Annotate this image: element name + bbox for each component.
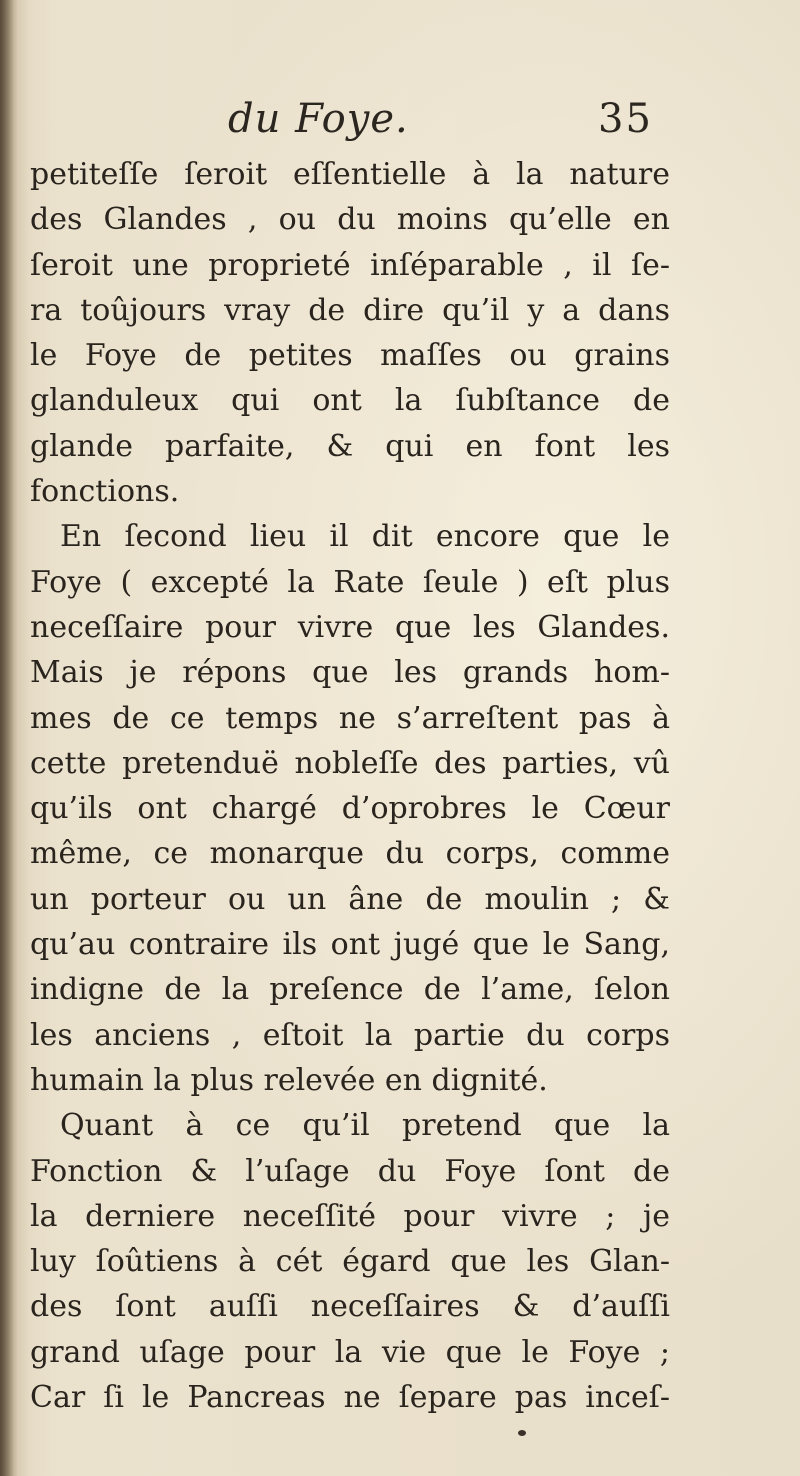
text-line: ra toûjours vray de dire qu’il y a dans [30, 292, 670, 328]
body-text [30, 152, 670, 1420]
ink-spot [518, 1430, 526, 1436]
text-line: des ſont auſſi neceſſaires & d’auſſi [30, 1289, 670, 1325]
running-title: du Foye. [228, 96, 409, 142]
text-line: qu’ils ont chargé d’oprobres le Cœur [30, 791, 670, 827]
text-line: humain la plus relevée en dignité. [30, 1062, 548, 1098]
text-line: fonctions. [30, 474, 180, 510]
text-line: ſeroit une proprieté inſéparable , il ſe- [30, 247, 670, 283]
text-line: glande parfaite, & qui en font les [30, 428, 670, 464]
text-line: des Glandes , ou du moins qu’elle en [30, 202, 670, 238]
text-line: petiteſſe ſeroit eſſentielle à la nature [30, 157, 670, 192]
text-line: grand uſage pour la vie que le Foye ; [30, 1334, 670, 1370]
text-line: Foye ( excepté la Rate ſeule ) eſt plus [30, 564, 670, 600]
text-line: les anciens , eſtoit la partie du corps [30, 1017, 670, 1053]
text-line: Quant à ce qu’il pretend que la [60, 1108, 670, 1144]
text-line: luy ſoûtiens à cét égard que les Glan- [30, 1244, 670, 1280]
text-line: En ſecond lieu il dit encore que le [60, 519, 670, 555]
text-line: Mais je répons que les grands hom- [30, 655, 670, 691]
text-line: le Foye de petites maſſes ou grains [30, 338, 670, 374]
text-line: un porteur ou un âne de moulin ; & [30, 881, 670, 917]
text-line: neceſſaire pour vivre que les Glandes. [30, 609, 670, 645]
text-line: même, ce monarque du corps, comme [30, 836, 670, 872]
text-line: Car ſi le Pancreas ne ſepare pas inceſ- [30, 1380, 670, 1416]
page-number: 35 [598, 96, 653, 142]
text-line: cette pretenduë nobleſſe des parties, vû [30, 745, 670, 781]
text-line: qu’au contraire ils ont jugé que le Sang, [30, 927, 670, 963]
binding-shadow [0, 0, 14, 1476]
text-line: indigne de la preſence de l’ame, ſelon [30, 972, 670, 1008]
page-header [0, 96, 800, 156]
text-line: la derniere neceſſité pour vivre ; je [30, 1198, 670, 1234]
text-line: mes de ce temps ne s’arreſtent pas à [30, 700, 670, 736]
text-line: Fonction & l’uſage du Foye ſont de [30, 1153, 670, 1189]
text-line: glanduleux qui ont la ſubſtance de [30, 383, 670, 419]
